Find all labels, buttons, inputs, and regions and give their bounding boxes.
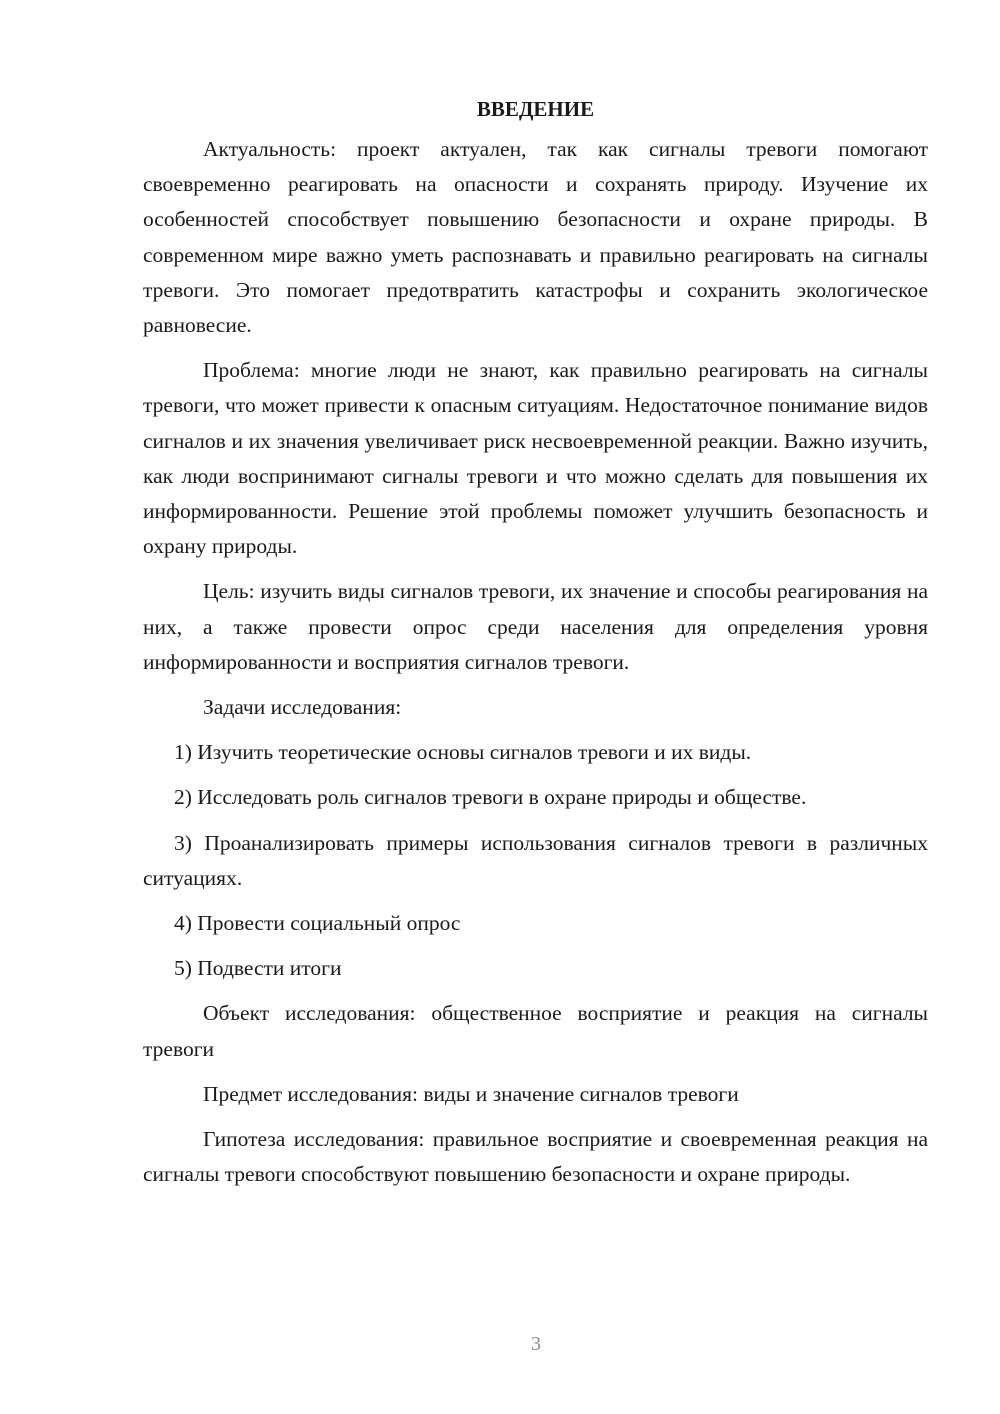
page-title: ВВЕДЕНИЕ bbox=[476, 97, 595, 121]
paragraph-problem: Проблема: многие люди не знают, как правильно реагировать на сигналы тревоги, что может привести к опасным ситуациям. Недостаточное понимание видов сигналов и их значения увеличивает риск несвоевременной реакции. Важно изучить, как люди воспринимают сигналы тревоги и что можно сделать для повышения их информированности. Решение этой проблемы поможет улучшить безопасность и охрану природы. bbox=[143, 358, 928, 559]
paragraph-subject: Предмет исследования: виды и значение сигналов тревоги bbox=[203, 1081, 739, 1106]
task-item-2: 2) Исследовать роль сигналов тревоги в охране природы и обществе. bbox=[174, 785, 807, 810]
task-item-5: 5) Подвести итоги bbox=[174, 956, 342, 981]
paragraph-hypothesis: Гипотеза исследования: правильное восприятие и своевременная реакция на сигналы тревоги способствуют повышению безопасности и охране природы. bbox=[143, 1127, 928, 1187]
page-number: 3 bbox=[531, 1333, 541, 1355]
task-item-3: 3) Проанализировать примеры использования сигналов тревоги в различных ситуациях. bbox=[143, 830, 928, 890]
paragraph-relevance: Актуальность: проект актуален, так как сигналы тревоги помогают своевременно реагировать на опасности и сохранять природу. Изучение их особенностей способствует повышению безопасности и охране природы. В современном мире важно уметь распознавать и правильно реагировать на сигналы тревоги. Это помогает предотвратить катастрофы и сохранить экологическое равновесие. bbox=[143, 137, 928, 338]
paragraph-tasks-heading: Задачи исследования: bbox=[203, 695, 402, 720]
paragraph-goal: Цель: изучить виды сигналов тревоги, их значение и способы реагирования на них, а также провести опрос среди населения для определения уровня информированности и восприятия сигналов тревоги. bbox=[143, 579, 928, 674]
task-item-4: 4) Провести социальный опрос bbox=[174, 911, 461, 936]
page-content bbox=[143, 92, 928, 1202]
task-item-1: 1) Изучить теоретические основы сигналов тревоги и их виды. bbox=[174, 740, 752, 765]
paragraph-object: Объект исследования: общественное восприятие и реакция на сигналы тревоги bbox=[143, 1001, 928, 1061]
